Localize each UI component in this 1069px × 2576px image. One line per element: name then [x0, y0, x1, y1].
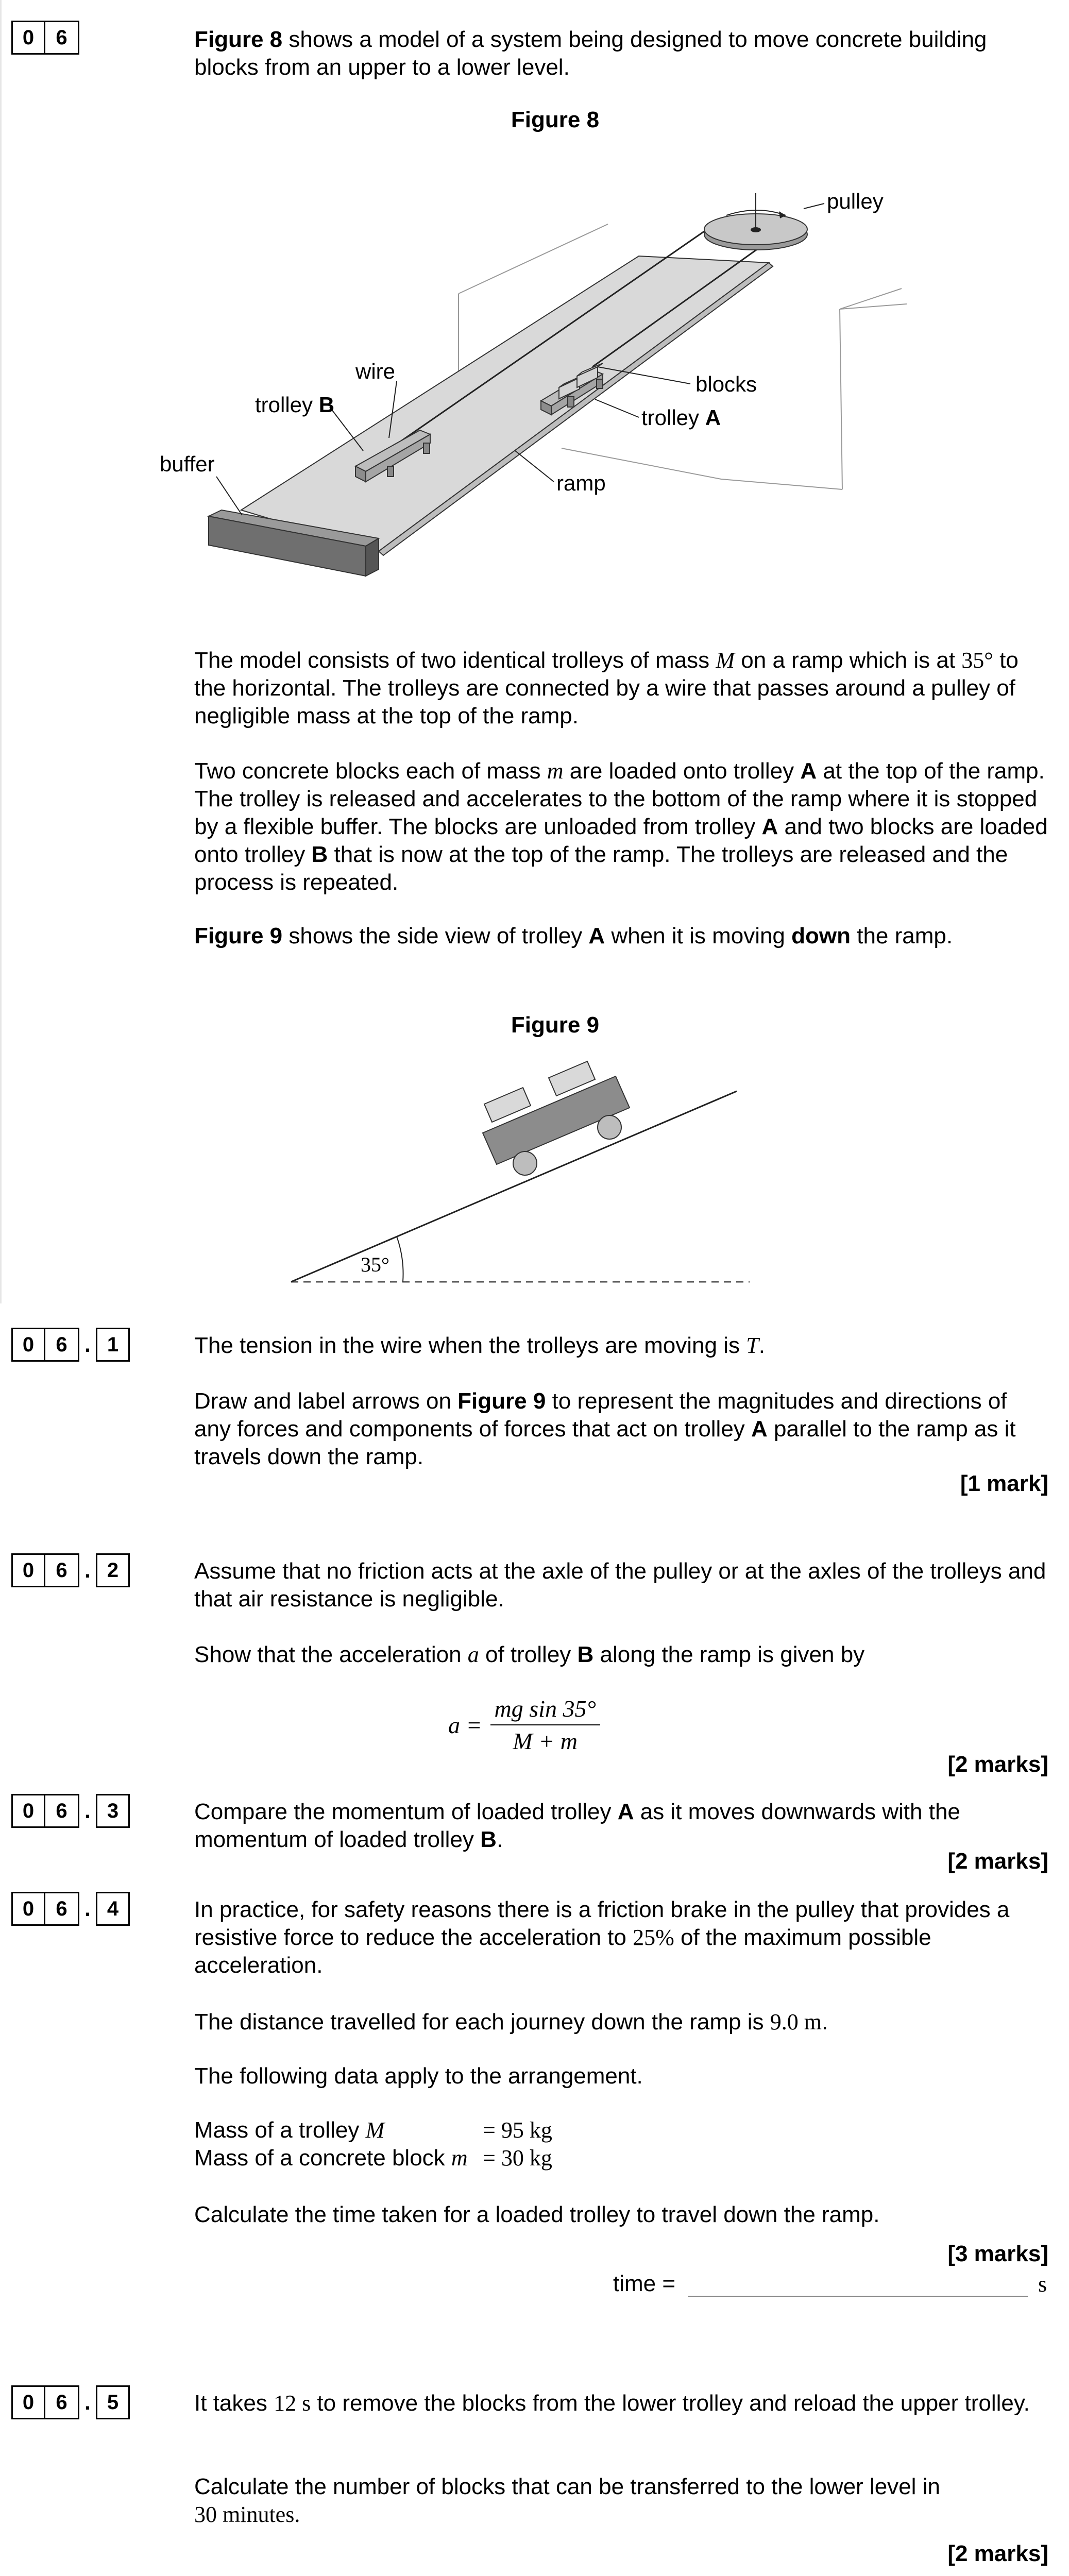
- q2-show-that: Show that the acceleration a of trolley B along the ramp is given by: [194, 1642, 865, 1667]
- label-buffer: buffer: [160, 452, 215, 476]
- acceleration-formula: [448, 1695, 600, 1755]
- q4-intro: In practice, for safety reasons there is a friction brake in the pulley that provides a resistive force to reduce the acceleration to 25% of the maximum possible acceleration.: [194, 1897, 1010, 1978]
- angle-arc: [397, 1236, 403, 1282]
- tension-symbol: T: [746, 1333, 759, 1358]
- q4-distance: The distance travelled for each journey down the ramp is 9.0 m.: [194, 2009, 828, 2035]
- question-intro: [194, 26, 1049, 81]
- q2-assumption: Assume that no friction acts at the axle of the pulley or at the axles of the trolleys and that air resistance is negligible.: [194, 1558, 1046, 1612]
- label-trolley-a: trolley A: [641, 405, 721, 430]
- q5-intro: It takes 12 s to remove the blocks from the lower trolley and reload the upper trolley.: [194, 2391, 1030, 2416]
- wheel-front: [513, 1151, 537, 1175]
- blocks-description: Two concrete blocks each of mass m are loaded onto trolley A at the top of the ramp. The trolley is released and accelerates to the bottom of the ramp where it is stopped by a flexible buffer. The blocks are unloaded from trolley A and two blocks are loaded onto trolley B that is now at the top of the ramp. The trolleys are released and the process is repeated.: [194, 758, 1048, 895]
- formula-lhs: a =: [448, 1711, 482, 1738]
- time-answer-label: time =: [613, 2271, 676, 2296]
- q1-tension-line: The tension in the wire when the trolleys are moving is T.: [194, 1333, 765, 1358]
- angle-label: 35°: [361, 1253, 389, 1276]
- question-06-5-number: 0 6 . 5: [11, 2385, 130, 2419]
- pulley-drawing: [704, 193, 807, 250]
- figure-ref: Figure 8: [194, 27, 283, 52]
- model-description: The model consists of two identical trolleys of mass M on a ramp which is at 35° to the horizontal. The trolleys are connected by a wire that passes around a pulley of negligible mass at the top of the ramp.: [194, 648, 1019, 728]
- question-number-box: [11, 21, 79, 55]
- question-06-4-number: 0 6 . 4: [11, 1892, 130, 1926]
- wheel-back: [598, 1115, 621, 1139]
- q5-marks: [2 marks]: [947, 2541, 1048, 2566]
- q4-marks: [3 marks]: [947, 2241, 1048, 2266]
- formula-numerator: mg sin 35°: [490, 1695, 600, 1725]
- q2-marks: [2 marks]: [947, 1752, 1048, 1777]
- question-06-1-number: 0 6 . 1: [11, 1328, 130, 1362]
- mass-trolley-row: Mass of a trolley M = 95 kg: [194, 2116, 552, 2144]
- duration-value: 30 minutes.: [194, 2502, 300, 2527]
- figure8-diagram: [144, 191, 927, 603]
- q4-data-intro: The following data apply to the arrangement.: [194, 2063, 643, 2089]
- intro-text: shows a model of a system being designed to move concrete building blocks from an upper to a lower level.: [194, 27, 987, 80]
- label-ramp: ramp: [556, 471, 606, 495]
- question-06-3-number: 0 6 . 3: [11, 1794, 130, 1828]
- margin-line: [0, 0, 2, 1303]
- reload-time-value: 12 s: [274, 2391, 311, 2416]
- label-trolley-b: trolley B: [255, 393, 335, 417]
- trolley-a-side-view: [483, 1061, 630, 1175]
- q4-data-table: [194, 2116, 552, 2172]
- q3-text: Compare the momentum of loaded trolley A as it moves downwards with the momentum of loaded trolley B.: [194, 1799, 960, 1852]
- angle-value: 35°: [961, 648, 993, 673]
- percent-value: 25%: [633, 1925, 674, 1950]
- q1-marks: [1 mark]: [960, 1471, 1048, 1496]
- figure9-diagram: [278, 1051, 804, 1309]
- formula-denominator: M + m: [513, 1728, 578, 1754]
- time-answer-line[interactable]: [688, 2296, 1028, 2297]
- q4-calculate: Calculate the time taken for a loaded trolley to travel down the ramp.: [194, 2202, 880, 2227]
- q3-marks: [2 marks]: [947, 1849, 1048, 1874]
- mass-block-value: = 30 kg: [483, 2145, 552, 2171]
- distance-value: 9.0 m: [770, 2009, 822, 2035]
- question-digit: 0: [11, 21, 45, 55]
- figure9-intro: Figure 9 shows the side view of trolley A when it is moving down the ramp.: [194, 923, 953, 948]
- q1-instructions: Draw and label arrows on Figure 9 to represent the magnitudes and directions of any forces and components of forces that act on trolley A parallel to the ramp as it travels down the ramp.: [194, 1388, 1016, 1469]
- time-answer-unit: s: [1038, 2272, 1047, 2297]
- mass-symbol: M: [716, 648, 735, 673]
- label-blocks: blocks: [695, 372, 757, 396]
- mass-trolley-value: = 95 kg: [483, 2117, 552, 2143]
- label-wire: wire: [355, 359, 396, 383]
- figure9-title: Figure 9: [511, 1012, 600, 1038]
- q5-calculate: Calculate the number of blocks that can be transferred to the lower level in 30 minutes.: [194, 2474, 940, 2527]
- figure8-title: Figure 8: [511, 107, 600, 132]
- mass-block-row: Mass of a concrete block m = 30 kg: [194, 2144, 552, 2172]
- question-digit: 6: [45, 21, 79, 55]
- label-pulley: pulley: [827, 191, 884, 213]
- question-06-2-number: 0 6 . 2: [11, 1553, 130, 1587]
